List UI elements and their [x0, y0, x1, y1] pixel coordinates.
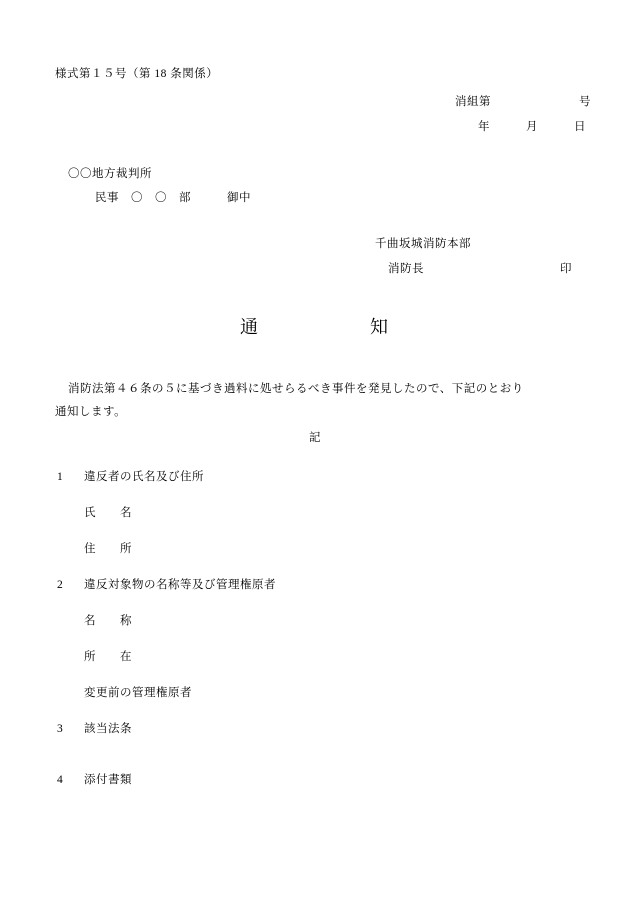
issuer-organization: 千曲坂城消防本部 — [375, 238, 471, 250]
document-number-suffix: 号 — [579, 96, 591, 108]
item-3-number: 3 — [57, 723, 64, 735]
page-title-right: 知 — [370, 317, 390, 337]
document-number-line — [455, 94, 591, 110]
form-number: 様式第１５号（第 18 条関係） — [55, 68, 219, 80]
item-2-field-previous-manager: 変更前の管理権原者 — [84, 687, 192, 699]
item-1-number: 1 — [57, 471, 64, 483]
page-title-left: 通 — [240, 317, 260, 337]
seal-mark: 印 — [560, 263, 572, 275]
body-paragraph-line-2: 通知します。 — [55, 406, 127, 418]
body-paragraph-line-1: 消防法第４６条の５に基づき過料に処せらるべき事件を発見したので、下記のとおり — [68, 383, 524, 395]
item-1-field-name: 氏 名 — [84, 507, 132, 519]
item-3-label: 該当法条 — [84, 723, 132, 735]
item-1-label: 違反者の氏名及び住所 — [84, 471, 204, 483]
item-4-number: 4 — [57, 774, 64, 786]
item-4-label: 添付書類 — [84, 774, 132, 786]
item-2-field-name: 名 称 — [84, 615, 132, 627]
addressee-department: 民事 〇 〇 部 御中 — [95, 192, 251, 204]
item-2-field-location: 所 在 — [84, 651, 132, 663]
document-number-label: 消組第 — [455, 96, 491, 108]
date-line: 年 月 日 — [478, 121, 586, 133]
item-1-field-address: 住 所 — [84, 543, 132, 555]
issuer-title: 消防長 — [388, 263, 424, 275]
page-title — [0, 315, 630, 340]
item-2-label: 違反対象物の名称等及び管理権原者 — [84, 579, 276, 591]
item-2-number: 2 — [57, 579, 64, 591]
addressee-court: 〇〇地方裁判所 — [68, 168, 152, 180]
ki-marker: 記 — [309, 432, 321, 444]
